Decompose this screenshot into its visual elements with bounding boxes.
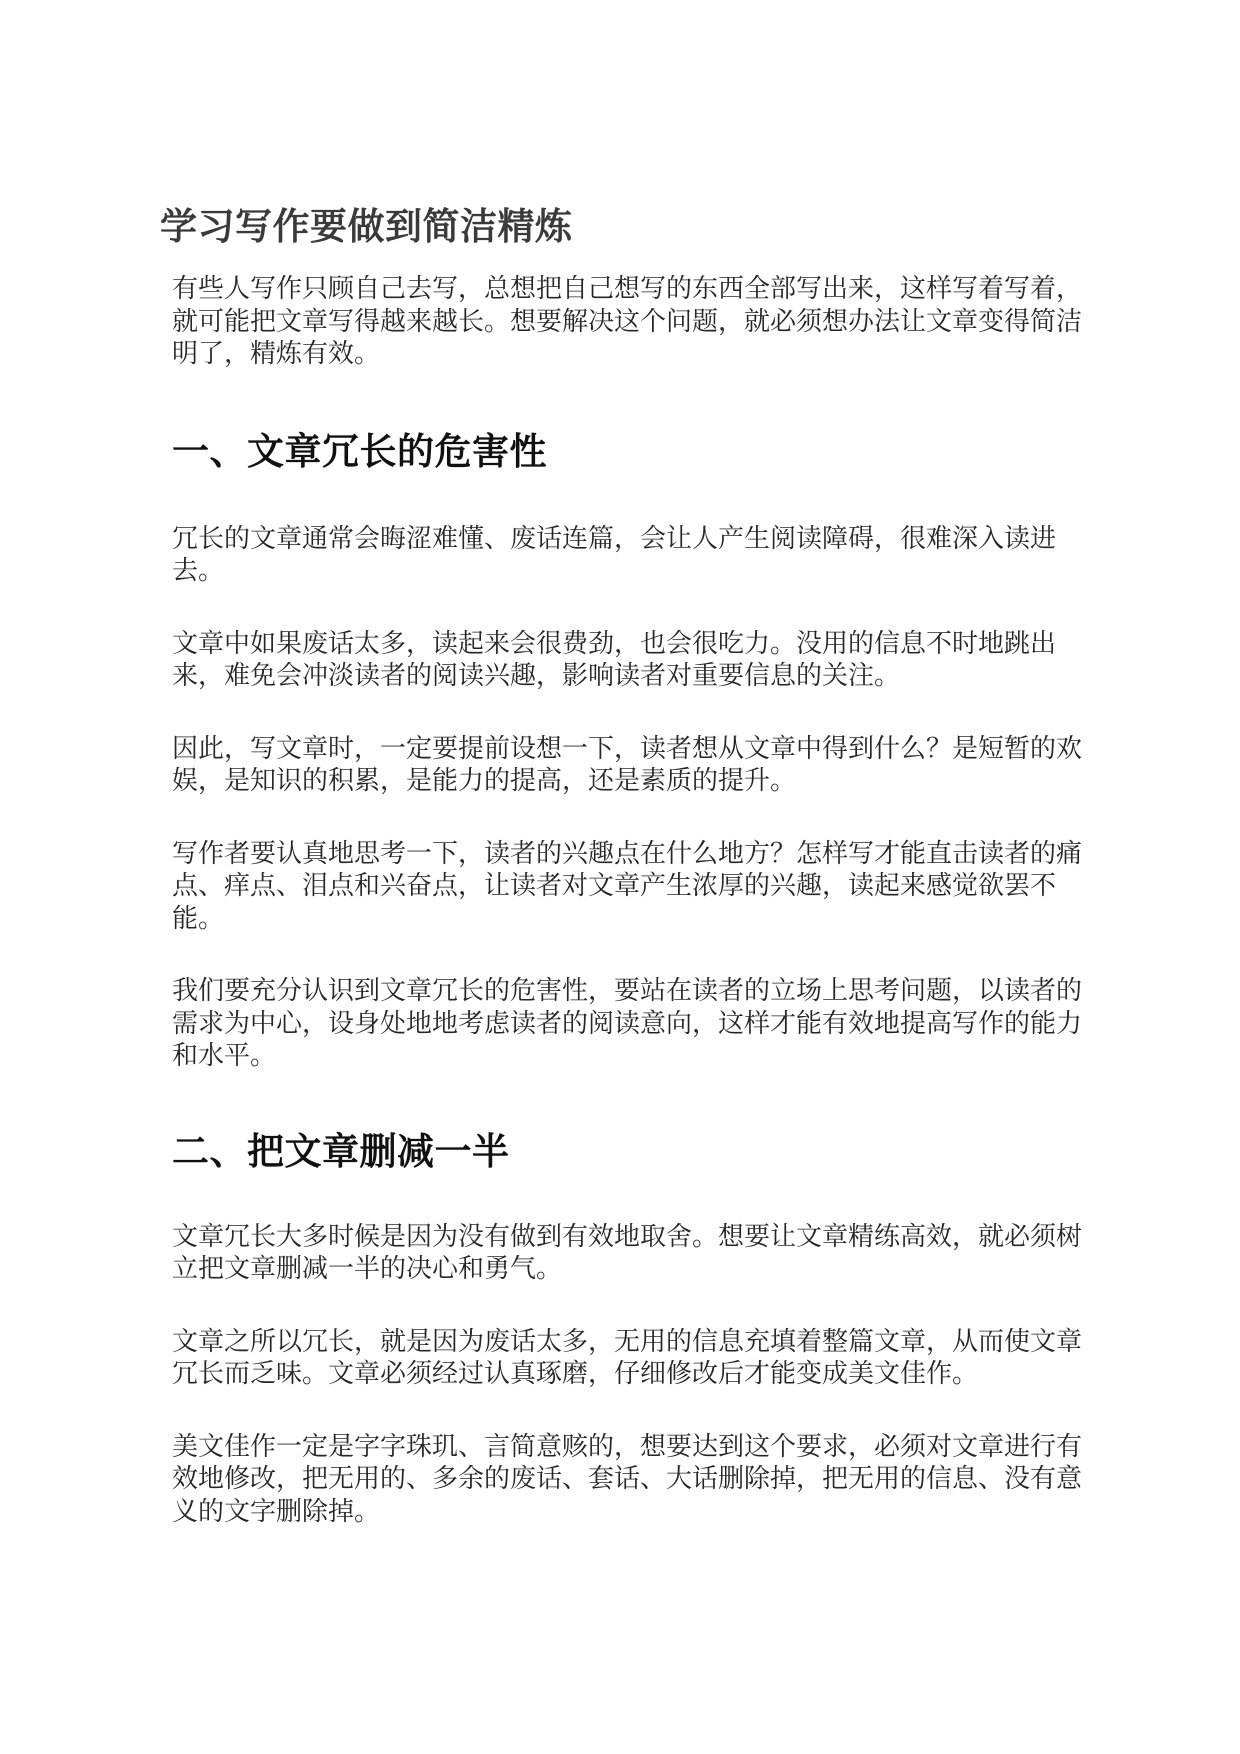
section-2-paragraph-2: 文章之所以冗长，就是因为废话太多，无用的信息充填着整篇文章，从而使文章冗长而乏味。文章必须经过认真琢磨，仔细修改后才能变成美文佳作。: [172, 1326, 1083, 1389]
section-1-paragraph-5: 我们要充分认识到文章冗长的危害性，要站在读者的立场上思考问题，以读者的需求为中心，设身处地地考虑读者的阅读意向，这样才能有效地提高写作的能力和水平。: [172, 976, 1083, 1071]
section-heading-1: 一、文章冗长的危害性: [172, 429, 547, 473]
document-body: [172, 273, 1084, 1528]
section-1-paragraph-1: 冗长的文章通常会晦涩难懂、废话连篇，会让人产生阅读障碍，很难深入读进去。: [172, 523, 1057, 586]
section-1-paragraph-4: 写作者要认真地思考一下，读者的兴趣点在什么地方？怎样写才能直击读者的痛点、痒点、泪点和兴奋点，让读者对文章产生浓厚的兴趣，读起来感觉欲罢不能。: [172, 838, 1083, 934]
section-2-paragraph-3: 美文佳作一定是字字珠玑、言简意赅的，想要达到这个要求，必须对文章进行有效地修改，把无用的、多余的废话、套话、大话删除掉，把无用的信息、没有意义的文字删除掉。: [172, 1431, 1083, 1527]
section-heading-2: 二、把文章删减一半: [172, 1129, 510, 1173]
section-1-paragraph-2: 文章中如果废话太多，读起来会很费劲，也会很吃力。没用的信息不时地跳出来，难免会冲淡读者的阅读兴趣，影响读者对重要信息的关注。: [172, 628, 1057, 691]
document-title: 学习写作要做到简洁精炼: [160, 205, 573, 248]
section-2-paragraph-1: 文章冗长大多时候是因为没有做到有效地取舍。想要让文章精练高效，就必须树立把文章删减一半的决心和勇气。: [172, 1221, 1083, 1284]
intro-paragraph: 有些人写作只顾自己去写，总想把自己想写的东西全部写出来，这样写着写着，就可能把文章写得越来越长。想要解决这个问题，就必须想办法让文章变得简洁明了，精炼有效。: [172, 274, 1083, 369]
section-1-paragraph-3: 因此，写文章时，一定要提前设想一下，读者想从文章中得到什么？是短暂的欢娱，是知识的积累，是能力的提高，还是素质的提升。: [172, 733, 1083, 796]
